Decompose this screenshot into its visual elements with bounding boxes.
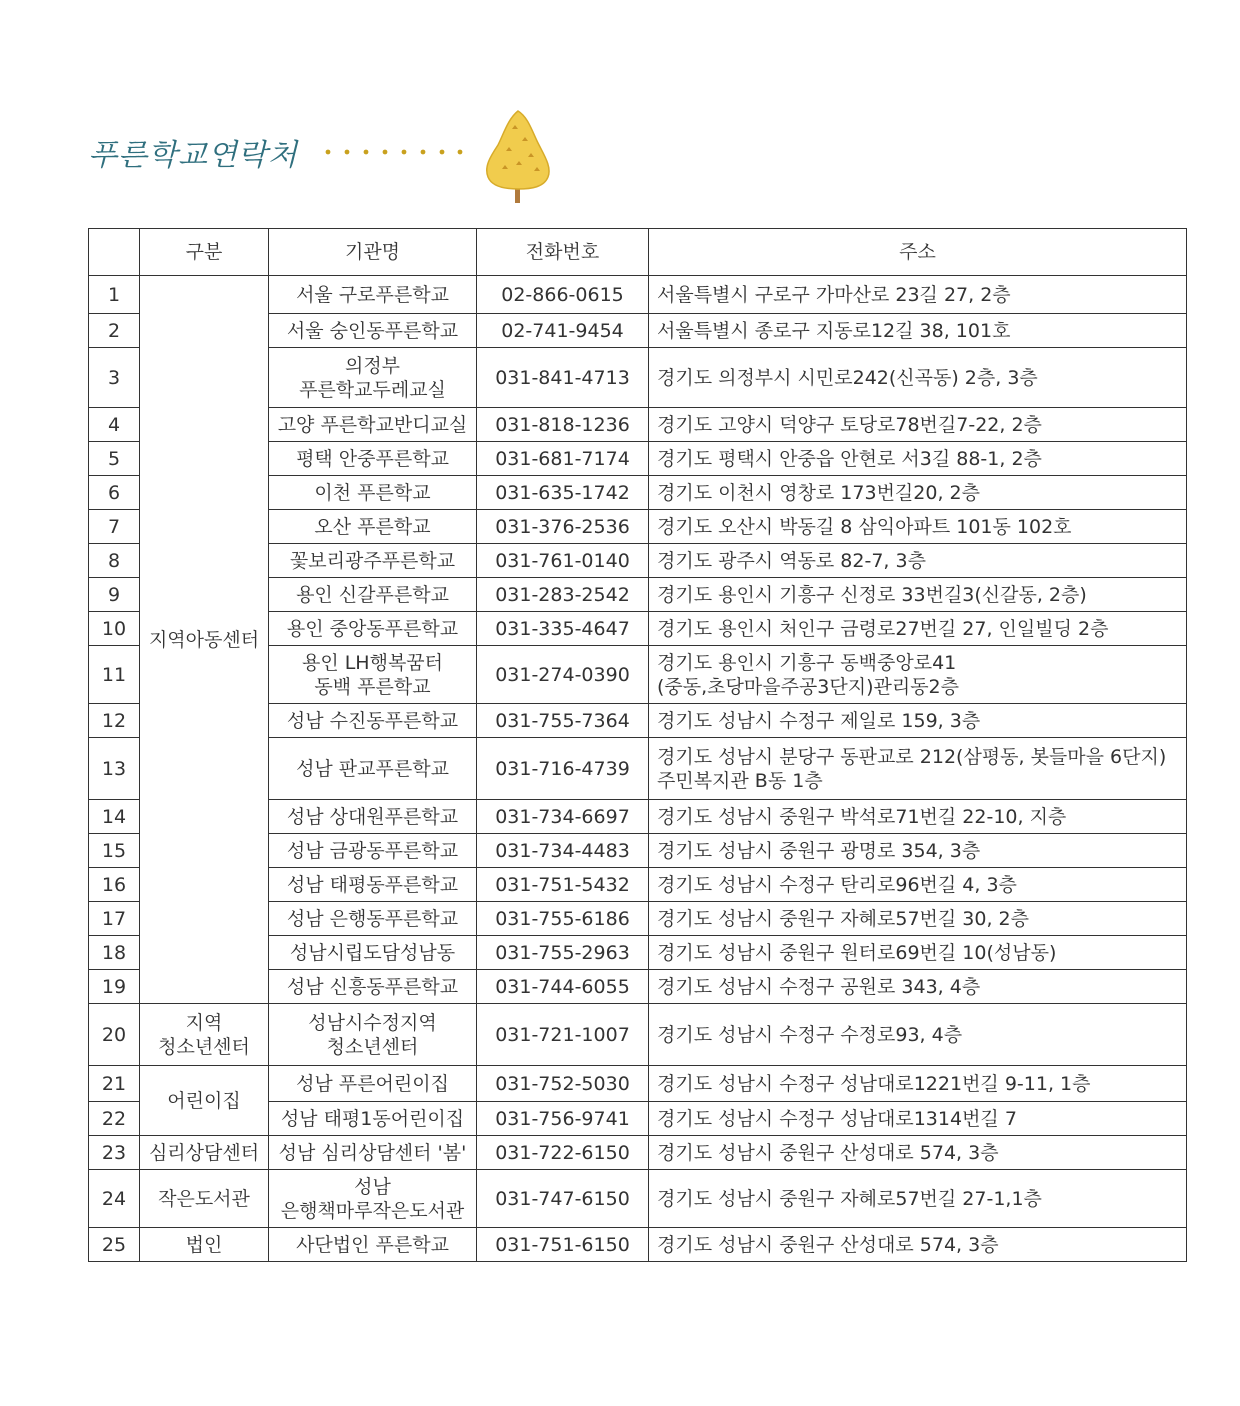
phone-number: 031-751-5432 xyxy=(477,868,649,902)
row-number: 1 xyxy=(89,276,140,314)
row-number: 11 xyxy=(89,646,140,704)
phone-number: 031-721-1007 xyxy=(477,1004,649,1066)
address: 경기도 성남시 분당구 동판교로 212(삼평동, 봇들마을 6단지) 주민복지관 B동 1층 xyxy=(649,738,1187,800)
phone-number: 02-866-0615 xyxy=(477,276,649,314)
tree-icon xyxy=(478,105,558,205)
category-cell: 작은도서관 xyxy=(140,1170,269,1228)
row-number: 16 xyxy=(89,868,140,902)
header-number xyxy=(89,229,140,276)
category-cell: 법인 xyxy=(140,1228,269,1262)
address: 경기도 의정부시 시민로242(신곡동) 2층, 3층 xyxy=(649,348,1187,408)
header-address: 주소 xyxy=(649,229,1187,276)
row-number: 23 xyxy=(89,1136,140,1170)
organization-name: 용인 중앙동푸른학교 xyxy=(269,612,477,646)
page-title: 푸른학교연락처 xyxy=(88,138,298,173)
phone-number: 031-747-6150 xyxy=(477,1170,649,1228)
row-number: 4 xyxy=(89,408,140,442)
organization-name: 성남 신흥동푸른학교 xyxy=(269,970,477,1004)
phone-number: 031-734-4483 xyxy=(477,834,649,868)
row-number: 8 xyxy=(89,544,140,578)
table-body xyxy=(89,276,1187,1262)
address: 경기도 성남시 중원구 자혜로57번길 27-1,1층 xyxy=(649,1170,1187,1228)
row-number: 9 xyxy=(89,578,140,612)
organization-name: 성남시수정지역 청소년센터 xyxy=(269,1004,477,1066)
phone-number: 031-751-6150 xyxy=(477,1228,649,1262)
phone-number: 031-755-2963 xyxy=(477,936,649,970)
row-number: 3 xyxy=(89,348,140,408)
organization-name: 용인 신갈푸른학교 xyxy=(269,578,477,612)
header-organization: 기관명 xyxy=(269,229,477,276)
address: 경기도 용인시 기흥구 동백중앙로41 (중동,초당마을주공3단지)관리동2층 xyxy=(649,646,1187,704)
organization-name: 성남 금광동푸른학교 xyxy=(269,834,477,868)
phone-number: 031-274-0390 xyxy=(477,646,649,704)
organization-name: 성남 은행책마루작은도서관 xyxy=(269,1170,477,1228)
category-cell: 지역아동센터 xyxy=(140,276,269,1004)
dotted-line-decoration xyxy=(324,144,464,160)
organization-name: 성남 태평1동어린이집 xyxy=(269,1102,477,1136)
address: 경기도 성남시 수정구 공원로 343, 4층 xyxy=(649,970,1187,1004)
address: 경기도 성남시 중원구 산성대로 574, 3층 xyxy=(649,1136,1187,1170)
category-cell: 어린이집 xyxy=(140,1066,269,1136)
address: 경기도 용인시 처인구 금령로27번길 27, 인일빌딩 2층 xyxy=(649,612,1187,646)
phone-number: 02-741-9454 xyxy=(477,314,649,348)
organization-name: 성남 상대원푸른학교 xyxy=(269,800,477,834)
address: 경기도 성남시 중원구 산성대로 574, 3층 xyxy=(649,1228,1187,1262)
phone-number: 031-335-4647 xyxy=(477,612,649,646)
row-number: 20 xyxy=(89,1004,140,1066)
organization-name: 평택 안중푸른학교 xyxy=(269,442,477,476)
organization-name: 오산 푸른학교 xyxy=(269,510,477,544)
phone-number: 031-744-6055 xyxy=(477,970,649,1004)
phone-number: 031-376-2536 xyxy=(477,510,649,544)
page-header xyxy=(88,100,588,210)
row-number: 2 xyxy=(89,314,140,348)
row-number: 10 xyxy=(89,612,140,646)
address: 경기도 성남시 중원구 광명로 354, 3층 xyxy=(649,834,1187,868)
phone-number: 031-752-5030 xyxy=(477,1066,649,1102)
table-row xyxy=(89,1136,1187,1170)
table-row xyxy=(89,1066,1187,1102)
address: 서울특별시 구로구 가마산로 23길 27, 2층 xyxy=(649,276,1187,314)
organization-name: 성남 심리상담센터 '봄' xyxy=(269,1136,477,1170)
organization-name: 성남 푸른어린이집 xyxy=(269,1066,477,1102)
row-number: 13 xyxy=(89,738,140,800)
row-number: 25 xyxy=(89,1228,140,1262)
table-header-row xyxy=(89,229,1187,276)
row-number: 17 xyxy=(89,902,140,936)
address: 경기도 성남시 수정구 제일로 159, 3층 xyxy=(649,704,1187,738)
phone-number: 031-722-6150 xyxy=(477,1136,649,1170)
address: 경기도 광주시 역동로 82-7, 3층 xyxy=(649,544,1187,578)
row-number: 18 xyxy=(89,936,140,970)
phone-number: 031-755-7364 xyxy=(477,704,649,738)
phone-number: 031-681-7174 xyxy=(477,442,649,476)
row-number: 7 xyxy=(89,510,140,544)
address: 경기도 성남시 중원구 원터로69번길 10(성남동) xyxy=(649,936,1187,970)
category-cell: 심리상담센터 xyxy=(140,1136,269,1170)
organization-name: 꽃보리광주푸른학교 xyxy=(269,544,477,578)
category-cell: 지역 청소년센터 xyxy=(140,1004,269,1066)
organization-name: 성남 수진동푸른학교 xyxy=(269,704,477,738)
table-row xyxy=(89,1004,1187,1066)
organization-name: 성남시립도담성남동 xyxy=(269,936,477,970)
address: 경기도 이천시 영창로 173번길20, 2층 xyxy=(649,476,1187,510)
row-number: 22 xyxy=(89,1102,140,1136)
organization-name: 성남 태평동푸른학교 xyxy=(269,868,477,902)
address: 경기도 오산시 박동길 8 삼익아파트 101동 102호 xyxy=(649,510,1187,544)
address: 경기도 성남시 수정구 성남대로1221번길 9-11, 1층 xyxy=(649,1066,1187,1102)
row-number: 15 xyxy=(89,834,140,868)
row-number: 24 xyxy=(89,1170,140,1228)
address: 경기도 성남시 중원구 박석로71번길 22-10, 지층 xyxy=(649,800,1187,834)
organization-name: 서울 구로푸른학교 xyxy=(269,276,477,314)
address: 서울특별시 종로구 지동로12길 38, 101호 xyxy=(649,314,1187,348)
table-row xyxy=(89,276,1187,314)
organization-name: 서울 숭인동푸른학교 xyxy=(269,314,477,348)
phone-number: 031-841-4713 xyxy=(477,348,649,408)
address: 경기도 고양시 덕양구 토당로78번길7-22, 2층 xyxy=(649,408,1187,442)
organization-name: 용인 LH행복꿈터 동백 푸른학교 xyxy=(269,646,477,704)
phone-number: 031-761-0140 xyxy=(477,544,649,578)
phone-number: 031-716-4739 xyxy=(477,738,649,800)
address: 경기도 용인시 기흥구 신정로 33번길3(신갈동, 2층) xyxy=(649,578,1187,612)
organization-name: 성남 판교푸른학교 xyxy=(269,738,477,800)
organization-name: 이천 푸른학교 xyxy=(269,476,477,510)
row-number: 21 xyxy=(89,1066,140,1102)
row-number: 19 xyxy=(89,970,140,1004)
header-phone: 전화번호 xyxy=(477,229,649,276)
organization-name: 의정부 푸른학교두레교실 xyxy=(269,348,477,408)
address: 경기도 성남시 중원구 자혜로57번길 30, 2층 xyxy=(649,902,1187,936)
row-number: 14 xyxy=(89,800,140,834)
organization-name: 성남 은행동푸른학교 xyxy=(269,902,477,936)
organization-name: 고양 푸른학교반디교실 xyxy=(269,408,477,442)
phone-number: 031-635-1742 xyxy=(477,476,649,510)
organization-name: 사단법인 푸른학교 xyxy=(269,1228,477,1262)
address: 경기도 평택시 안중읍 안현로 서3길 88-1, 2층 xyxy=(649,442,1187,476)
phone-number: 031-818-1236 xyxy=(477,408,649,442)
row-number: 6 xyxy=(89,476,140,510)
row-number: 12 xyxy=(89,704,140,738)
phone-number: 031-756-9741 xyxy=(477,1102,649,1136)
phone-number: 031-734-6697 xyxy=(477,800,649,834)
phone-number: 031-283-2542 xyxy=(477,578,649,612)
address: 경기도 성남시 수정구 성남대로1314번길 7 xyxy=(649,1102,1187,1136)
row-number: 5 xyxy=(89,442,140,476)
table-row xyxy=(89,1170,1187,1228)
address: 경기도 성남시 수정구 수정로93, 4층 xyxy=(649,1004,1187,1066)
phone-number: 031-755-6186 xyxy=(477,902,649,936)
table-row xyxy=(89,1228,1187,1262)
address: 경기도 성남시 수정구 탄리로96번길 4, 3층 xyxy=(649,868,1187,902)
contacts-table xyxy=(88,228,1187,1262)
header-category: 구분 xyxy=(140,229,269,276)
